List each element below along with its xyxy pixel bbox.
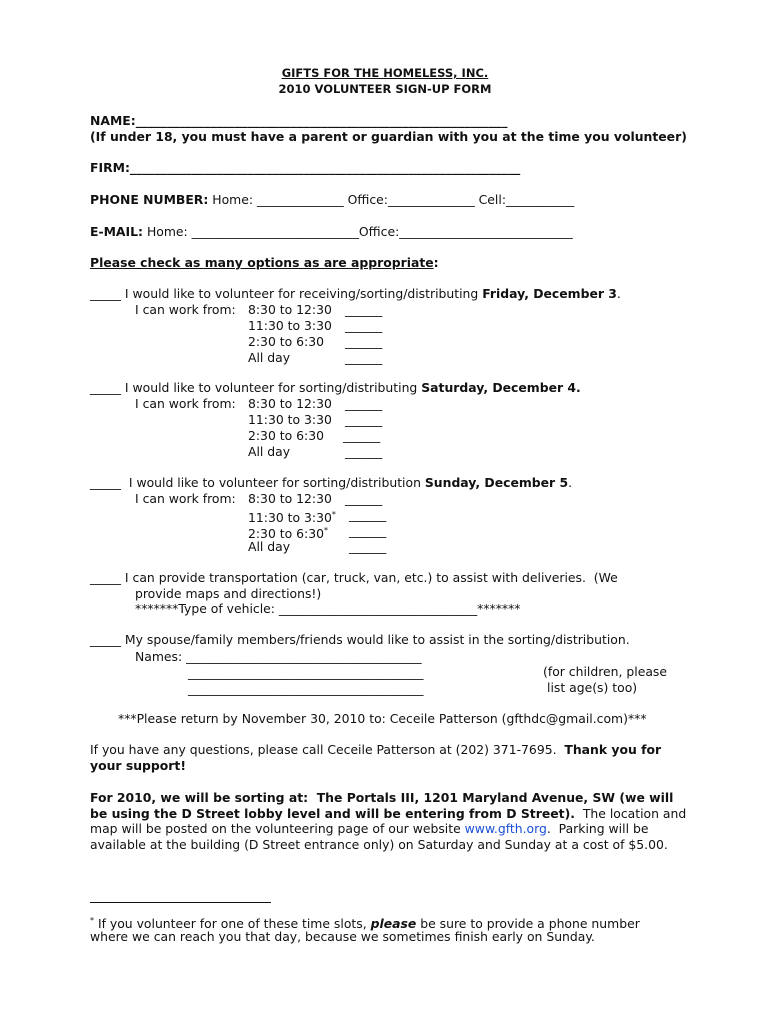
friday-slot-time: 8:30 to 12:30 [248,302,332,317]
friday-work-from: I can work from: [135,302,236,317]
instructions-text: Please check as many options as are appropriate [90,255,434,270]
footnote: where we can reach you that day, because we sometimes finish early on Sunday. [90,929,595,944]
under-18-note: (If under 18, you must have a parent or guardian with you at the time you volunteer) [90,129,687,144]
sunday-slot-time: 11:30 to 3:30* [248,510,336,525]
sorting-location: For 2010, we will be sorting at: The Portals III, 1201 Maryland Avenue, SW (we will [90,790,674,805]
names-label: Names: [135,649,187,664]
thank-you: your support! [90,758,186,773]
footnote-marker: * [331,510,336,519]
saturday-slot-blank[interactable]: ______ [345,412,383,427]
sunday-slot-time: 2:30 to 6:30* [248,526,328,541]
friday-slot-blank[interactable]: ______ [345,334,383,349]
footnote-marker: * [90,916,94,925]
thank-you: Thank you for [564,742,662,757]
email-row [90,224,573,239]
saturday-option: _____ I would like to volunteer for sorting/distributing Saturday, December 4. [90,380,581,395]
phone-office-field[interactable]: Office:______________ [347,192,479,207]
vehicle-type-field[interactable]: *******Type of vehicle: ________________________________******* [135,601,521,616]
sorting-location: be using the D Street lobby level and will be entering from D Street). The location and [90,806,687,821]
transport-maps-note: provide maps and directions!) [135,586,322,601]
sunday-date: Sunday, December 5 [424,475,569,490]
saturday-slot-blank[interactable]: ______ [343,428,381,443]
footnote: * If you volunteer for one of these time slots, please be sure to provide a phone number [90,916,640,931]
friday-slot-blank[interactable]: ______ [345,302,383,317]
org-title: GIFTS FOR THE HOMELESS, INC. [281,66,489,80]
parking-note: available at the building (D Street entrance only) on Saturday and Sunday at a cost of $5.00. [90,837,668,852]
phone-home-field[interactable]: Home: ______________ [208,192,348,207]
questions-line: If you have any questions, please call Ceceile Patterson at (202) 371-7695. Thank you for [90,742,662,757]
saturday-date: Saturday, December 4. [421,380,581,395]
sunday-option: _____ I would like to volunteer for sorting/distribution Sunday, December 5. [90,475,573,490]
name-row [90,113,507,128]
sunday-checkbox[interactable]: _____ [90,475,129,490]
footnote-marker: * [323,526,328,535]
friday-slot-time: 11:30 to 3:30 [248,318,332,333]
family-option[interactable]: _____ My spouse/family members/friends would like to assist in the sorting/distribution. [90,632,630,647]
friday-slot-blank[interactable]: ______ [345,350,383,365]
sunday-slot-blank[interactable]: ______ [349,507,387,522]
sorting-location: map will be posted on the volunteering page of our website www.gfth.org. Parking will be [90,821,649,836]
email-home-field[interactable]: Home: ___________________________ [143,224,359,239]
phone-cell-field[interactable]: Cell:___________ [478,192,575,207]
children-note: (for children, please [543,664,668,679]
saturday-slot-blank[interactable]: ______ [345,444,383,459]
names-field[interactable]: ______________________________________ [188,681,424,696]
saturday-slot-time: 2:30 to 6:30 [248,428,324,443]
saturday-checkbox[interactable]: _____ [90,380,125,395]
form-title: 2010 VOLUNTEER SIGN-UP FORM [278,82,492,96]
names-row [135,649,422,664]
names-field[interactable]: ______________________________________ [188,665,424,680]
name-label: NAME: [90,113,136,128]
saturday-work-from: I can work from: [135,396,236,411]
friday-slot-time: 2:30 to 6:30 [248,334,324,349]
website-link[interactable]: www.gfth.org [464,821,547,836]
saturday-slot-blank[interactable]: ______ [345,396,383,411]
firm-field[interactable]: _______________________________________________________________ [129,160,521,175]
saturday-slot-time: 11:30 to 3:30 [248,412,332,427]
firm-label: FIRM: [90,160,130,175]
saturday-slot-time: 8:30 to 12:30 [248,396,332,411]
email-label: E-MAIL: [90,224,143,239]
children-note: list age(s) too) [547,680,638,695]
sunday-slot-time: 8:30 to 12:30 [248,491,332,506]
instructions: Please check as many options as are appropriate: [90,255,439,270]
phone-label: PHONE NUMBER: [90,192,209,207]
phone-row [90,192,574,207]
saturday-slot-time: All day [248,444,291,459]
email-office-field[interactable]: Office:____________________________ [358,224,573,239]
friday-checkbox[interactable]: _____ [90,286,125,301]
transport-option[interactable]: _____ I can provide transportation (car, truck, van, etc.) to assist with deliveries. (We [90,570,618,585]
sunday-slot-time: All day [248,539,291,554]
return-note: ***Please return by November 30, 2010 to: Ceceile Patterson (gfthdc@gmail.com)*** [118,711,647,726]
names-field[interactable]: ______________________________________ [186,649,422,664]
firm-row [90,160,520,175]
footnote-divider [90,902,271,903]
sunday-work-from: I can work from: [135,491,236,506]
name-field[interactable]: ____________________________________________________________ [135,113,508,128]
sunday-slot-blank[interactable]: ______ [345,491,383,506]
friday-slot-blank[interactable]: ______ [345,318,383,333]
sunday-slot-blank[interactable]: ______ [349,523,387,538]
friday-slot-time: All day [248,350,291,365]
friday-option: _____ I would like to volunteer for receiving/sorting/distributing Friday, December 3. [90,286,621,301]
sunday-slot-blank[interactable]: ______ [349,539,387,554]
friday-date: Friday, December 3 [482,286,617,301]
